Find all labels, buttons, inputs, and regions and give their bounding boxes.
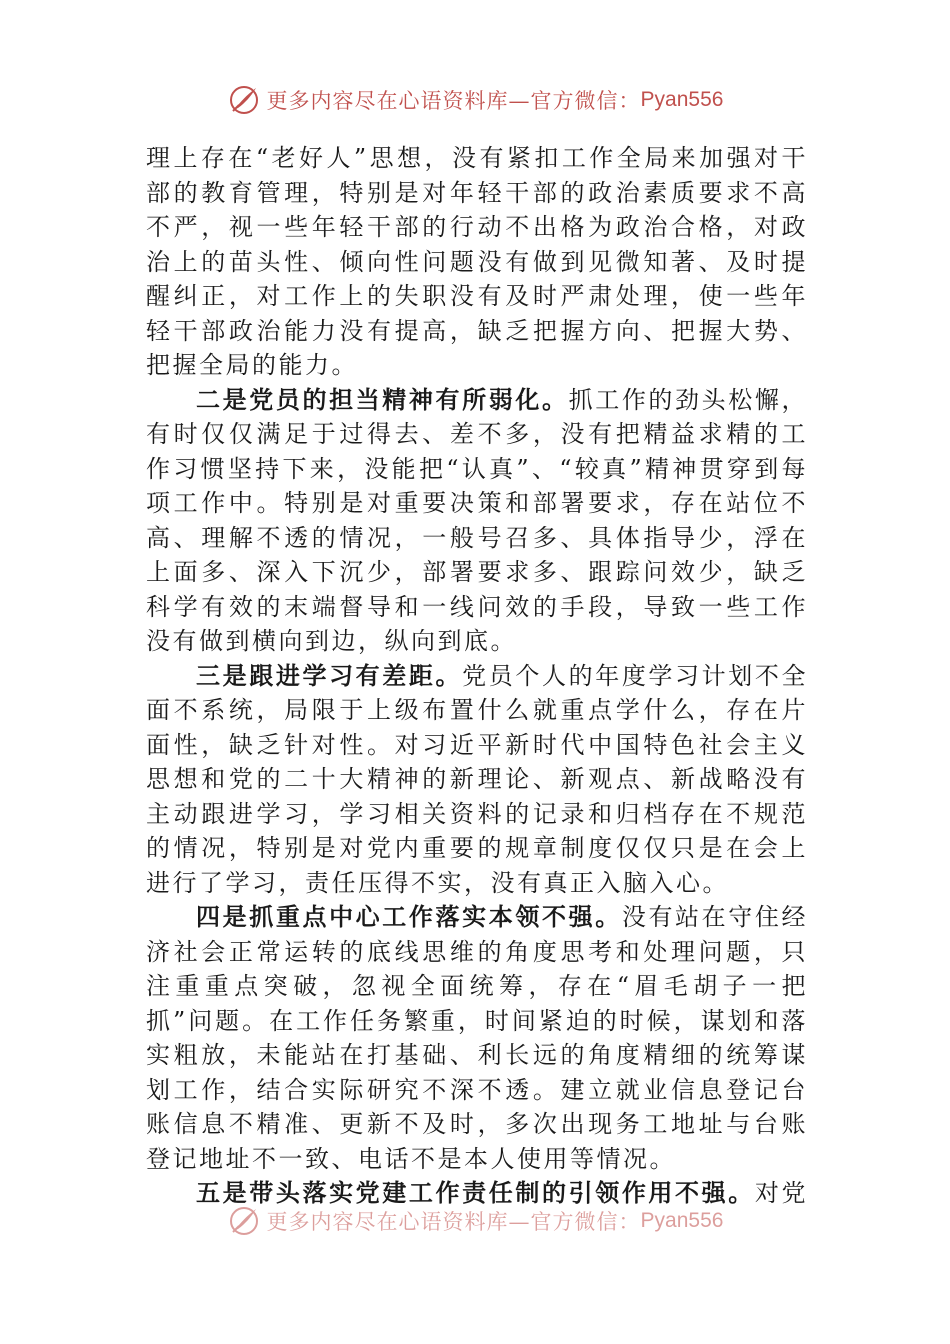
paragraph-4-lead: 四是抓重点中心工作落实本领不强。 [196, 902, 622, 931]
document-body [146, 141, 808, 1213]
paragraph-1 [146, 141, 808, 383]
paragraph-2-lead: 二是党员的担当精神有所弱化。 [196, 384, 569, 414]
paragraph-3 [146, 659, 808, 901]
watermark-header [0, 83, 950, 117]
paragraph-3-lead: 三是跟进学习有差距。 [196, 660, 463, 690]
watermark-wechat-id: Pyan556 [640, 88, 724, 111]
watermark-text: 更多内容尽在心语资料库—官方微信： [266, 89, 641, 113]
paragraph-4-body: 没有站在守住经济社会正常运转的底线思维的角度思考和处理问题，只注重重点突破，忽视全面统筹，存在“眉毛胡子一把抓”问题。在工作任务繁重，时间紧迫的时候，谋划和落实粗放，未能站在打基础、利长远的角度精细的统筹谋划工作，结合实际研究不深不透。建立就业信息登记台账信息不精准、更新不及时，多次出现务工地址与台账登记地址不一致、电话不是本人使用等情况。 [146, 903, 808, 1173]
paragraph-5-body: 对党 [754, 1179, 808, 1207]
paragraph-2 [146, 383, 808, 659]
paragraph-4 [146, 900, 808, 1176]
paragraph-1-body: 理上存在“老好人”思想，没有紧扣工作全局来加强对干部的教育管理，特别是对年轻干部的政治素质要求不高不严，视一些年轻干部的行动不出格为政治合格，对政治上的苗头性、倾向性问题没有做到见微知著、及时提醒纠正，对工作上的失职没有及时严肃处理，使一些年轻干部政治能力没有提高，缺乏把握方向、把握大势、把握全局的能力。 [146, 144, 808, 379]
feather-logo-icon [227, 83, 261, 117]
paragraph-2-body: 抓工作的劲头松懈，有时仅仅满足于过得去、差不多，没有把精益求精的工作习惯坚持下来，没能把“认真”、“较真”精神贯穿到每项工作中。特别是对重要决策和部署要求，存在站位不高、理解不透的情况，一般号召多、具体指导少，浮在上面多、深入下沉少，部署要求多、跟踪问效少，缺乏科学有效的末端督导和一线问效的手段，导致一些工作没有做到横向到边，纵向到底。 [146, 385, 808, 655]
watermark-text: 更多内容尽在心语资料库—官方微信： [266, 1210, 641, 1234]
watermark-wechat-id: Pyan556 [640, 1209, 724, 1232]
feather-logo-icon [227, 1204, 261, 1238]
paragraph-5-lead: 五是带头落实党建工作责任制的引领作用不强。 [196, 1178, 755, 1207]
paragraph-3-body: 党员个人的年度学习计划不全面不系统，局限于上级布置什么就重点学什么，存在片面性，缺乏针对性。对习近平新时代中国特色社会主义思想和党的二十大精神的新理论、新观点、新战略没有主动跟进学习，学习相关资料的记录和归档存在不规范的情况，特别是对党内重要的规章制度仅仅只是在会上进行了学习，责任压得不实，没有真正入脑入心。 [146, 661, 808, 897]
watermark-footer [0, 1204, 950, 1238]
